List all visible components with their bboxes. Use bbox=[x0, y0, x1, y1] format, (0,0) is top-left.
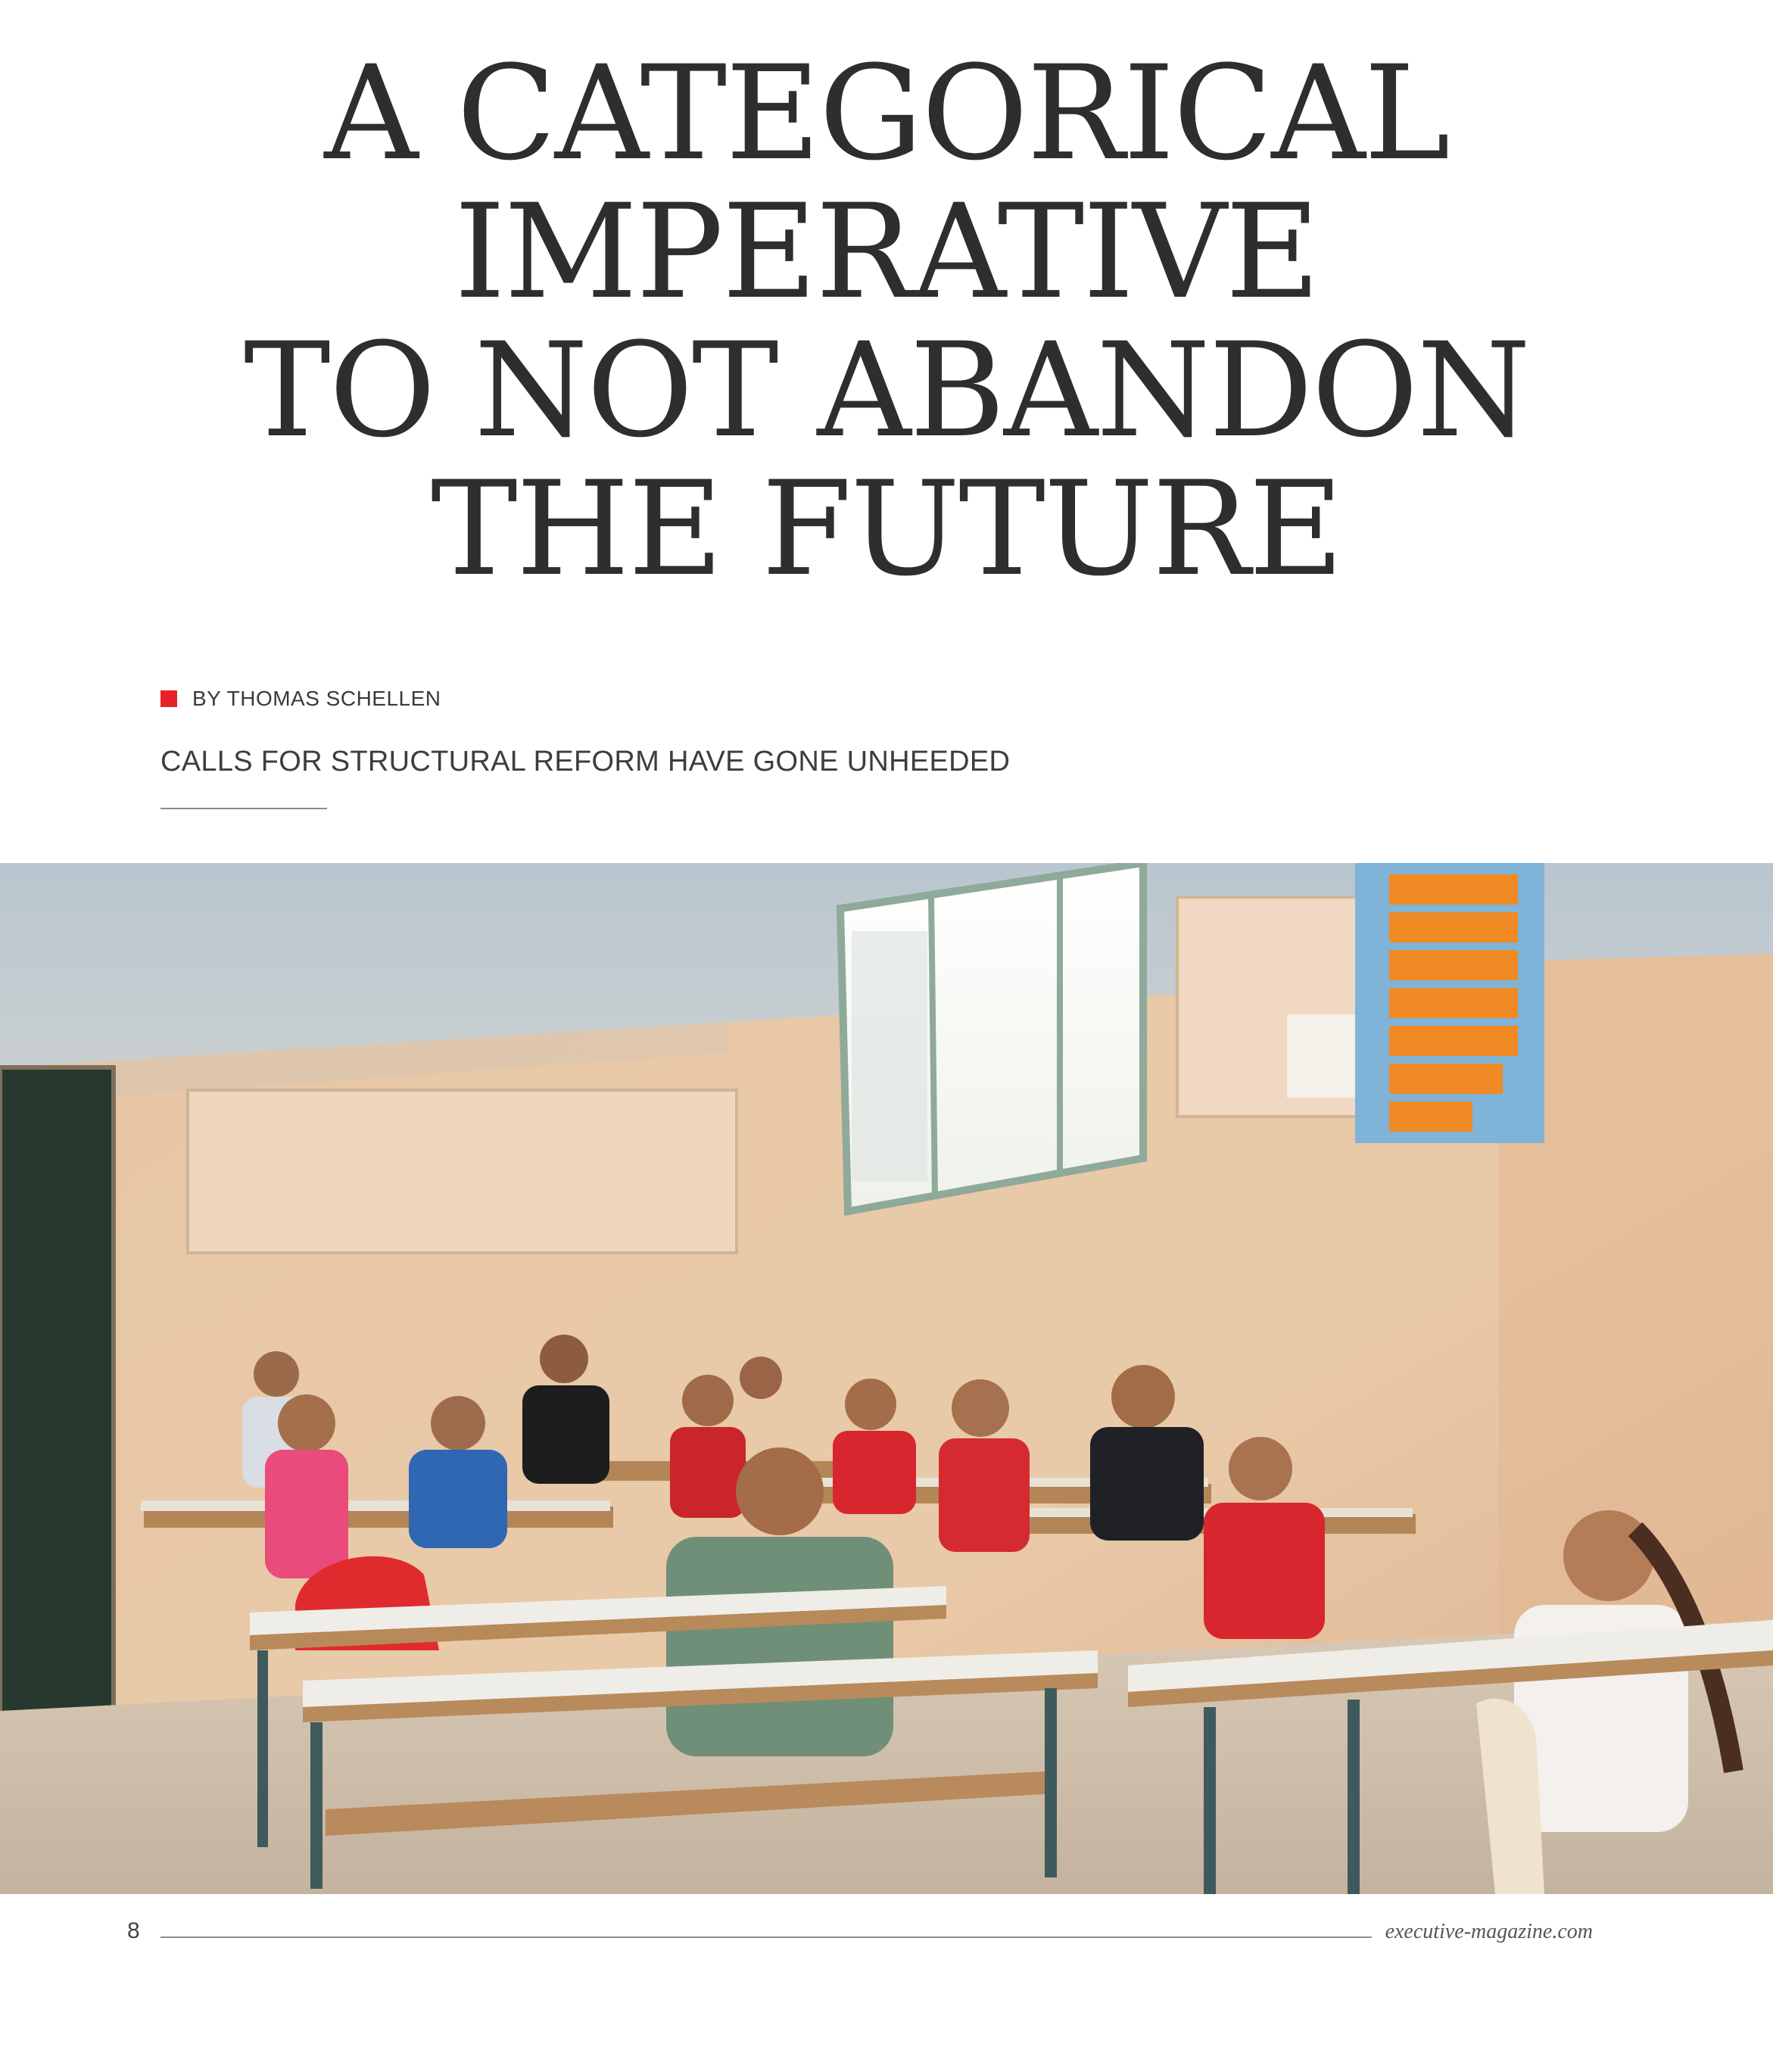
deck-subheading: CALLS FOR STRUCTURAL REFORM HAVE GONE UNHEEDED bbox=[160, 746, 1011, 777]
headline bbox=[0, 37, 1773, 605]
page-number: 8 bbox=[127, 1918, 140, 1943]
headline-line-1: A CATEGORICAL bbox=[324, 37, 1449, 189]
headline-line-2: IMPERATIVE bbox=[453, 176, 1320, 328]
footer-divider bbox=[160, 1936, 1372, 1938]
deck-divider bbox=[160, 808, 327, 809]
byline-square-icon bbox=[160, 690, 177, 707]
footer-site-url: executive-magazine.com bbox=[1385, 1920, 1593, 1943]
byline-text: BY THOMAS SCHELLEN bbox=[192, 687, 441, 710]
headline-line-4: THE FUTURE bbox=[431, 453, 1342, 605]
byline bbox=[160, 685, 441, 712]
headline-line-3: TO NOT ABANDON bbox=[243, 314, 1530, 466]
classroom-photo bbox=[0, 863, 1773, 1894]
